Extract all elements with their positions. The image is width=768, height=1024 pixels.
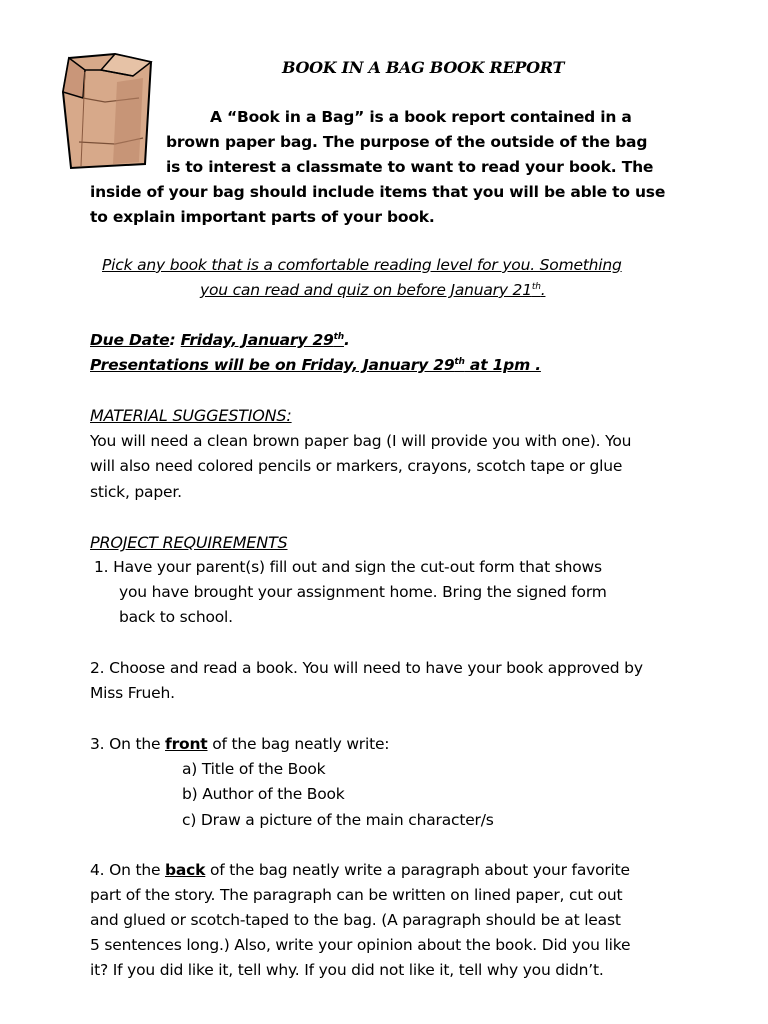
materials-heading: MATERIAL SUGGESTIONS: [90,406,292,425]
req-2-line-2: Miss Frueh. [90,684,175,702]
intro-line-5: to explain important parts of your book. [90,208,435,226]
req-4-line-5: it? If you did like it, tell why. If you did not like it, tell why you didn’t. [90,961,604,979]
req-4-line-1: 4. On the back of the bag neatly write a paragraph about your favorite [90,861,630,879]
req-3-line: 3. On the front of the bag neatly write: [90,735,390,753]
req-3-item-b: b) Author of the Book [182,785,345,803]
materials-line-1: You will need a clean brown paper bag (I will provide you with one). You [90,432,632,450]
pick-line-1: Pick any book that is a comfortable reading level for you. Something [102,256,622,274]
req-1-line-2: you have brought your assignment home. Bring the signed form [119,583,607,601]
intro-line-3: is to interest a classmate to want to read your book. The [166,158,654,176]
req-4-line-2: part of the story. The paragraph can be written on lined paper, cut out [90,886,623,904]
pick-line-2: you can read and quiz on before January 21th. [200,281,546,299]
due-date: Due Date: Friday, January 29th. [90,331,350,349]
materials-line-3: stick, paper. [90,483,182,501]
req-3-item-a: a) Title of the Book [182,760,326,778]
materials-line-2: will also need colored pencils or markers, crayons, scotch tape or glue [90,457,623,475]
paper-bag-icon [55,52,157,170]
req-4-line-3: and glued or scotch-taped to the bag. (A paragraph should be at least [90,911,621,929]
req-1-line-3: back to school. [119,608,233,626]
presentations-date: Presentations will be on Friday, January 29th at 1pm . [90,356,541,374]
intro-line-1: A “Book in a Bag” is a book report contained in a [210,108,632,126]
page-title: BOOK IN A BAG BOOK REPORT [282,58,565,77]
req-3-item-c: c) Draw a picture of the main character/s [182,811,494,829]
requirements-heading: PROJECT REQUIREMENTS [90,533,288,552]
req-1-line-1: 1. Have your parent(s) fill out and sign the cut-out form that shows [94,558,602,576]
req-2-line-1: 2. Choose and read a book. You will need to have your book approved by [90,659,643,677]
intro-line-2: brown paper bag. The purpose of the outside of the bag [166,133,648,151]
req-4-line-4: 5 sentences long.) Also, write your opinion about the book. Did you like [90,936,631,954]
intro-line-4: inside of your bag should include items that you will be able to use [90,183,666,201]
